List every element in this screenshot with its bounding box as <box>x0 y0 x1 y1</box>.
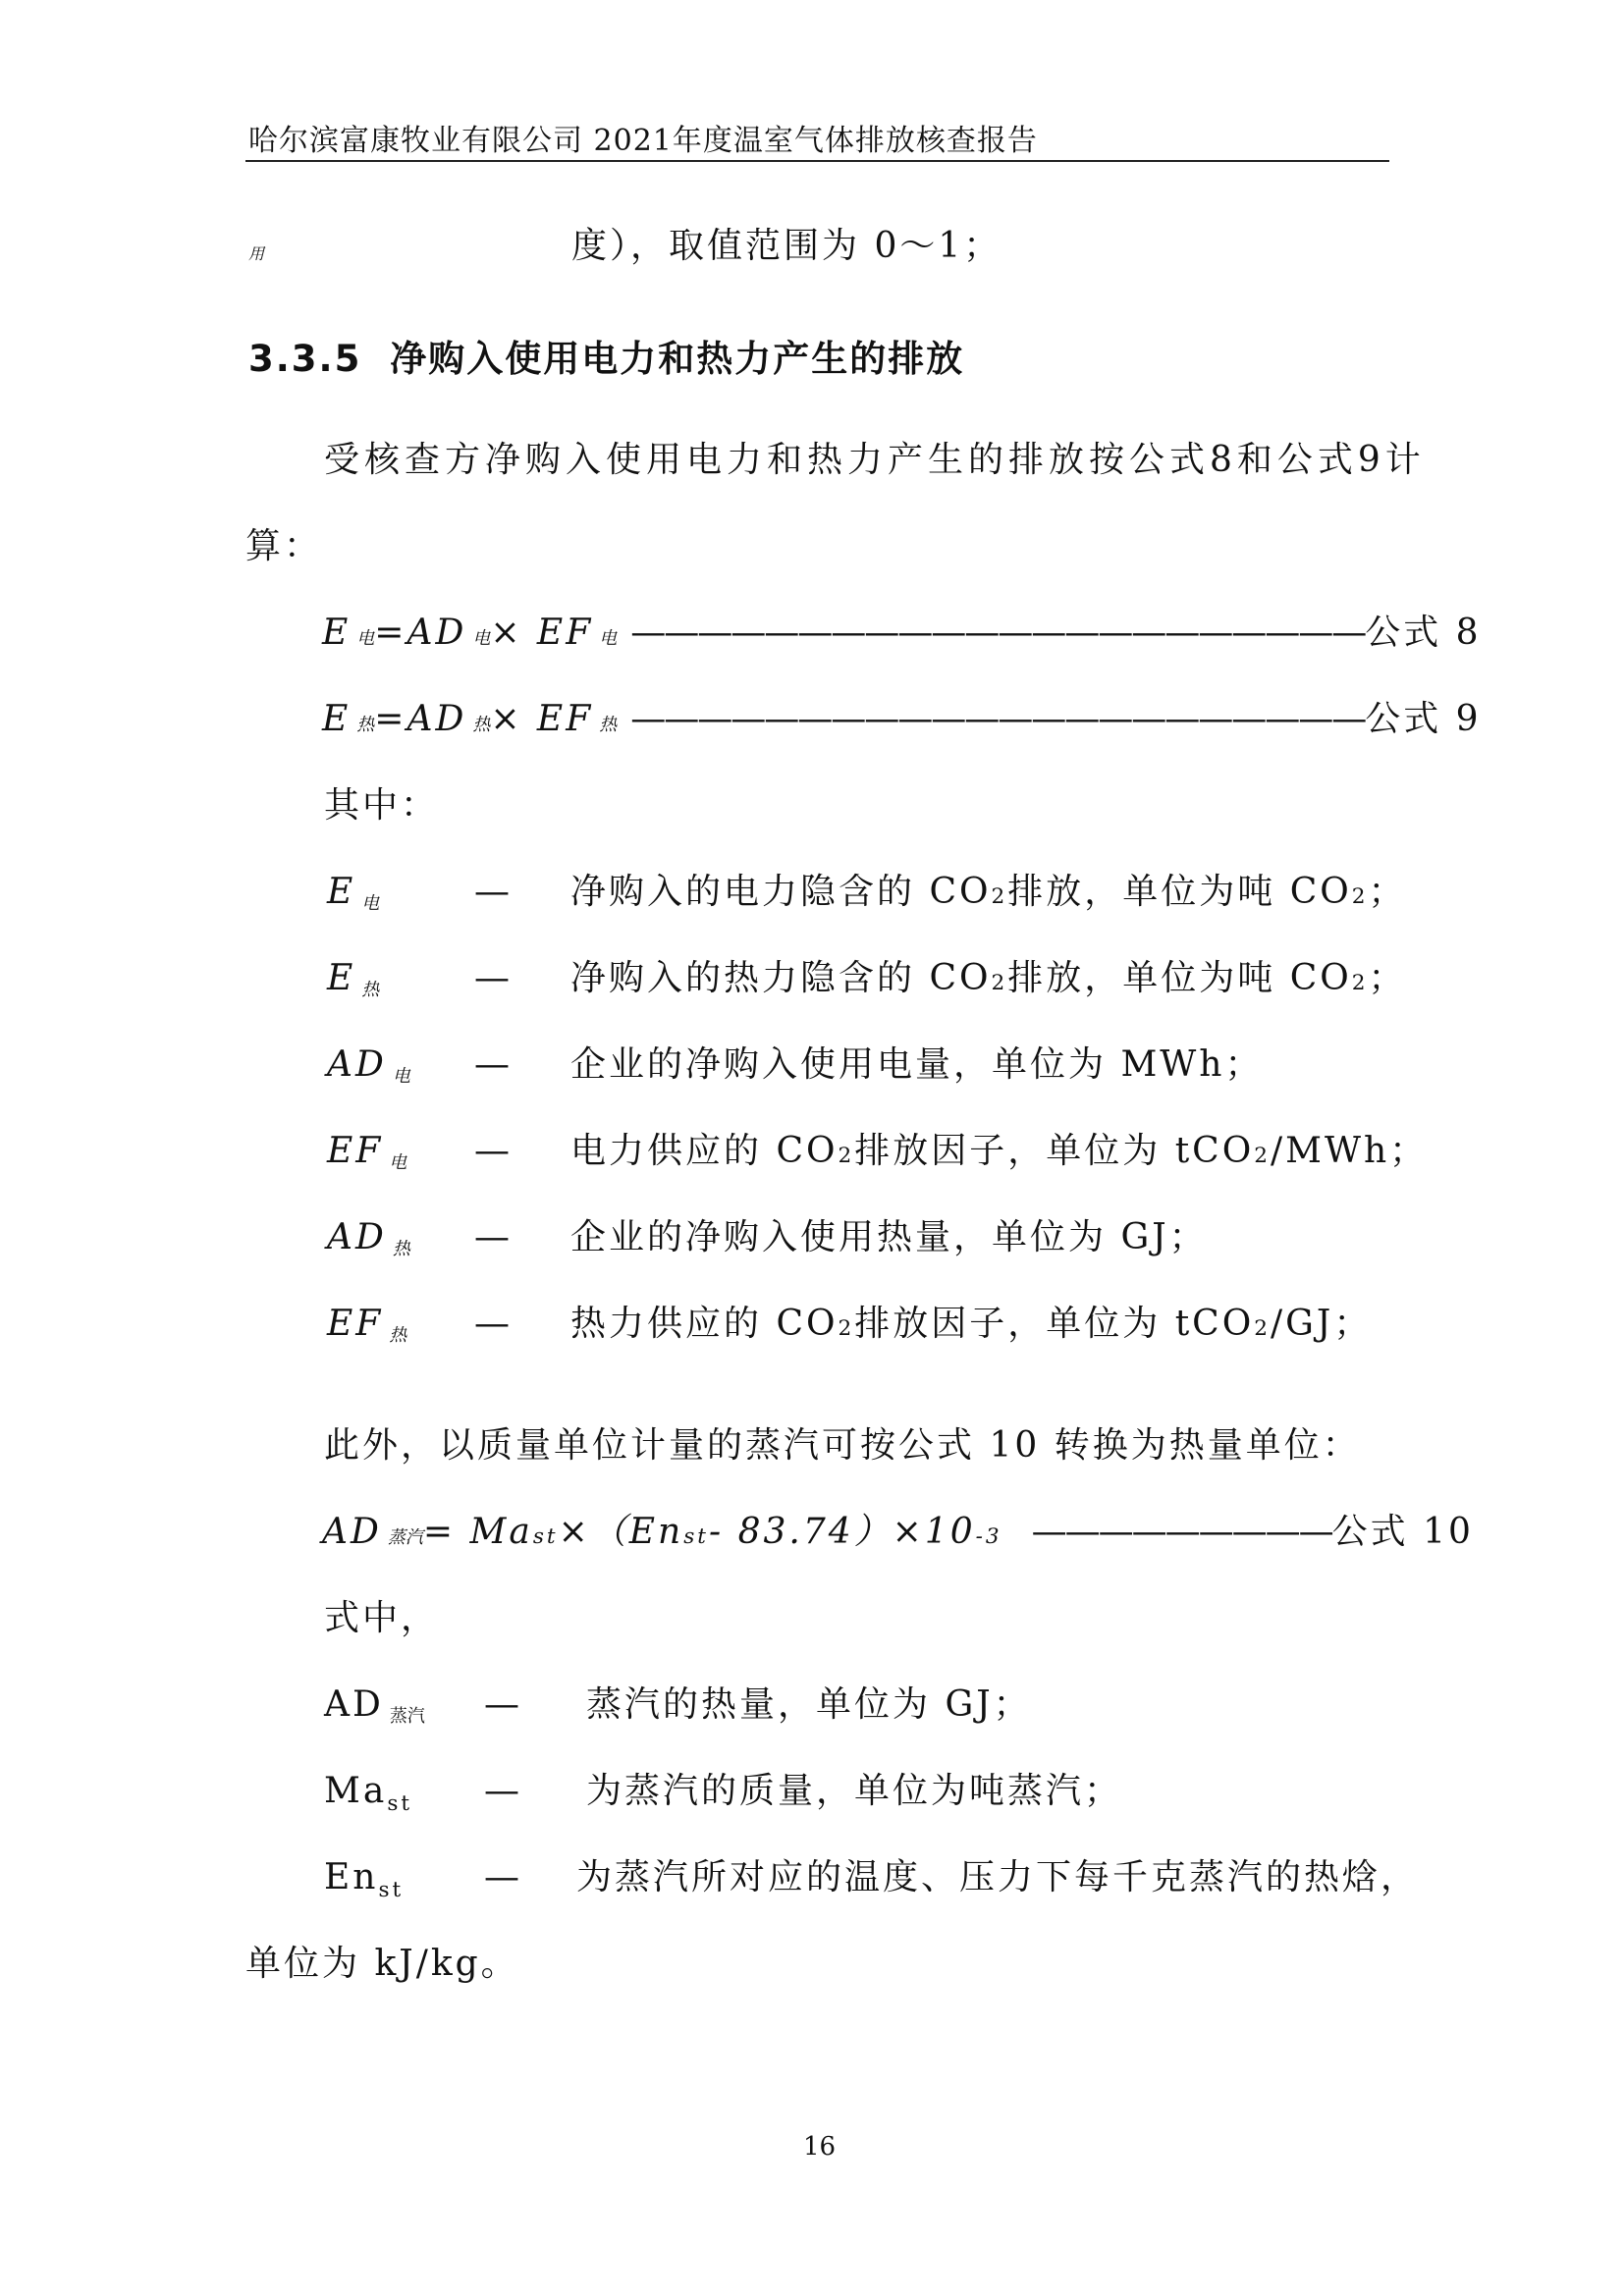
intro-line-1: 受核查方净购入使用电力和热力产生的排放按公式8和公式9计 <box>324 440 1426 480</box>
formula-10-label: 公式 10 <box>1331 1512 1474 1552</box>
formula-9-lhs: E <box>322 699 352 739</box>
formula-8-lhs: E <box>322 613 352 653</box>
definition-row: EF $_电$ — 电力供应的 CO $_2$ 排放因子，单位为 tCO $_2$ /MWh； <box>327 1131 1429 1173</box>
steam-intro: 此外，以质量单位计量的蒸汽可按公式 10 转换为热量单位： <box>324 1425 1361 1466</box>
steam-definition-row: $Ma_{st}$ — 为蒸汽的质量，单位为吨蒸汽； <box>324 1771 1123 1817</box>
formula-8: E 电 =AD 电 × EF 电 —————————————————————— 公式 8 <box>322 605 1387 655</box>
page-number: 16 <box>803 2132 837 2162</box>
section-heading <box>248 329 964 382</box>
definition-row: AD $_热$ — 企业的净购入使用热量，单位为 GJ； <box>327 1217 1208 1259</box>
section-title: 净购入使用电力和热力产生的排放 <box>390 338 965 380</box>
where-label-2: 式中， <box>324 1598 440 1638</box>
formula-10-leader: ————————— <box>1031 1512 1332 1552</box>
formula-10: AD 蒸汽 = Ma st ×（En $_{st}$ - 83.74）×10 $_{-3}$ ————————— 公式 10 <box>322 1504 1387 1554</box>
prev-line-text: 度），取值范围为 0～1； <box>571 226 1002 266</box>
formula-9-leader: —————————————————————— <box>630 699 1366 739</box>
steam-definition-row: $En_{st}$ — 为蒸汽所对应的温度、压力下每千克蒸汽的热焓， <box>324 1857 1420 1903</box>
section-number: 3.3.5 <box>248 338 362 380</box>
where-label: 其中： <box>324 785 440 826</box>
steam-definition-row: AD $_{蒸汽}$ — 蒸汽的热量，单位为 GJ； <box>324 1684 1032 1727</box>
formula-8-leader: —————————————————————— <box>630 613 1366 653</box>
definition-row: AD $_电$ — 企业的净购入使用电量，单位为 MWh； <box>327 1044 1264 1087</box>
formula-9-label: 公式 9 <box>1365 699 1482 739</box>
formula-8-label: 公式 8 <box>1365 613 1482 653</box>
definition-row: E $_电$ — 净购入的电力隐含的 CO $_2$ 排放，单位为吨 CO $_2$ ； <box>327 872 1407 914</box>
intro-line-2: 算： <box>245 526 323 566</box>
formula-9: E 热 =AD 热 × EF 热 —————————————————————— 公式 9 <box>322 691 1387 741</box>
page-header: 哈尔滨富康牧业有限公司 2021年度温室气体排放核查报告 <box>248 124 1038 158</box>
definition-row: EF $_热$ — 热力供应的 CO $_2$ 排放因子，单位为 tCO $_2$ /GJ； <box>327 1304 1373 1346</box>
prev-line-small: 用 <box>248 244 265 263</box>
header-rule <box>245 160 1389 162</box>
tail-line: 单位为 kJ/kg。 <box>245 1944 519 1984</box>
definition-row: E $_热$ — 净购入的热力隐含的 CO $_2$ 排放，单位为吨 CO $_2$ ； <box>327 958 1407 1000</box>
